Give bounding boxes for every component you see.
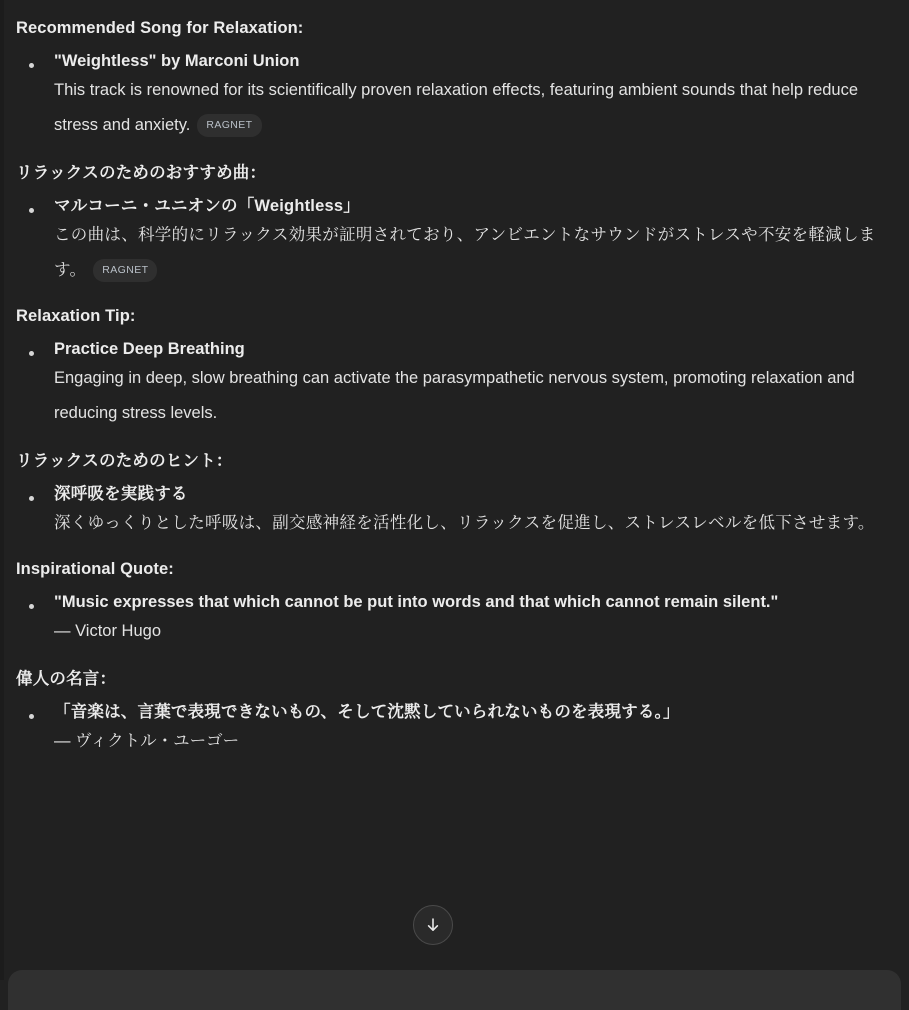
- list-recommended-song: [16, 49, 893, 143]
- list-item: [16, 337, 893, 431]
- list-item: [16, 482, 893, 541]
- list-item-body: 深くゆっくりとした呼吸は、副交感神経を活性化し、リラックスを促進し、ストレスレベルを低下させます。: [54, 514, 875, 532]
- list-item: [16, 194, 893, 288]
- arrow-down-icon: [424, 916, 442, 934]
- section-heading-recommended-song: Recommended Song for Relaxation:: [16, 19, 304, 37]
- citation-badge[interactable]: RAGNET: [93, 259, 157, 282]
- spacer: [16, 184, 893, 194]
- list-item-title: Practice Deep Breathing: [54, 340, 245, 358]
- citation-badge[interactable]: RAGNET: [197, 114, 261, 137]
- spacer: [16, 580, 893, 590]
- section-heading-relaxation-tip-ja: リラックスのためのヒント：: [16, 452, 233, 470]
- list-item: [16, 590, 893, 649]
- section-heading-inspirational-quote: Inspirational Quote:: [16, 560, 174, 578]
- section-heading-recommended-song-ja: リラックスのためのおすすめ曲：: [16, 164, 267, 182]
- list-item-title: マルコーニ・ユニオンの「Weightless」: [54, 197, 360, 215]
- spacer: [16, 288, 893, 305]
- scroll-to-bottom-button[interactable]: [413, 905, 453, 945]
- section-heading-inspirational-quote-ja: 偉人の名言：: [16, 670, 117, 688]
- list-inspirational-quote-ja: [16, 700, 893, 759]
- spacer: [16, 472, 893, 482]
- list-item-body-text: This track is renowned for its scientifically proven relaxation effects, featuring ambient sounds that help reduce stress and anxiety.: [54, 81, 859, 134]
- list-item-body: Engaging in deep, slow breathing can activate the parasympathetic nervous system, promoting relaxation and reducing stress levels.: [54, 369, 855, 422]
- spacer: [16, 39, 893, 49]
- list-item-body-text: この曲は、科学的にリラックス効果が証明されており、アンビエントなサウンドがストレスや不安を軽減します。: [54, 226, 876, 279]
- spacer: [16, 143, 893, 162]
- spacer: [16, 649, 893, 668]
- list-item-title: "Weightless" by Marconi Union: [54, 52, 300, 70]
- spacer: [16, 541, 893, 558]
- spacer: [16, 327, 893, 337]
- assistant-message: [16, 0, 893, 759]
- list-inspirational-quote: [16, 590, 893, 649]
- quote-text: "Music expresses that which cannot be put into words and that which cannot remain silent.": [54, 593, 779, 611]
- list-item: [16, 49, 893, 143]
- list-item-body: [54, 73, 893, 143]
- window-left-edge: [0, 0, 4, 980]
- list-item: [16, 700, 893, 759]
- quote-text: 「音楽は、言葉で表現できないもの、そして沈黙していられないものを表現する。」: [54, 703, 680, 721]
- quote-attribution: — ヴィクトル・ユーゴー: [54, 732, 240, 750]
- list-relaxation-tip: [16, 337, 893, 431]
- list-item-title: 深呼吸を実践する: [54, 485, 188, 503]
- composer-panel[interactable]: [8, 970, 901, 1010]
- list-recommended-song-ja: [16, 194, 893, 288]
- quote-attribution: — Victor Hugo: [54, 622, 161, 640]
- section-heading-relaxation-tip: Relaxation Tip:: [16, 307, 136, 325]
- spacer: [16, 431, 893, 450]
- list-item-body: [54, 218, 893, 288]
- list-relaxation-tip-ja: [16, 482, 893, 541]
- spacer: [16, 690, 893, 700]
